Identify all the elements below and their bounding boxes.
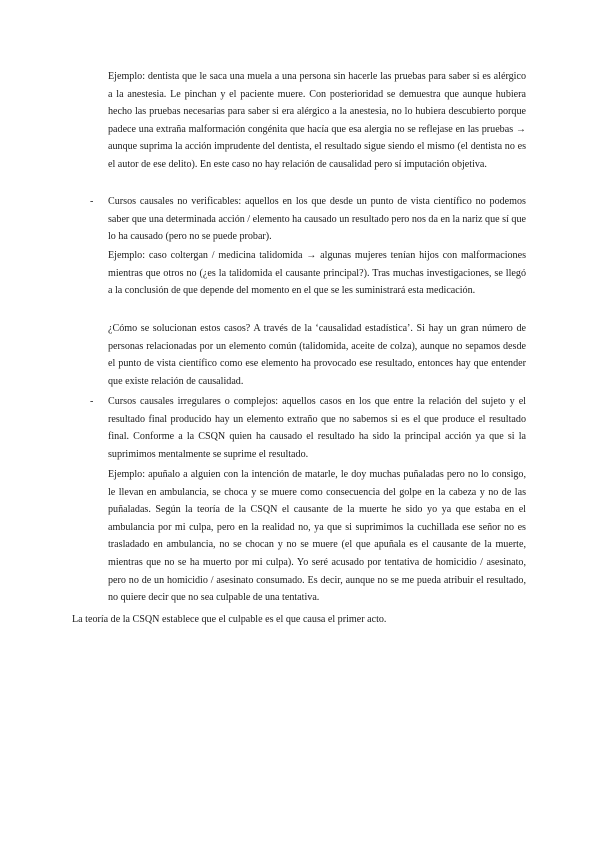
- bullet-marker: -: [90, 196, 94, 207]
- paragraph-example-thalidomide: Ejemplo: caso coltergan / medicina talidomida → algunas mujeres tenían hijos con malformaciones mientras que otros no (¿es la talidomida el causante principal?). Tras muchas investigaciones, se llegó a la conclusión de que depende del momento en el que se les suministrará esta medicación.: [108, 250, 526, 297]
- paragraph-example-stabbing: Ejemplo: apuñalo a alguien con la intención de matarle, le doy muchas puñaladas pero no lo consigo, le llevan en ambulancia, se choca y se muere como consecuencia del golpe en la cabeza y no de las puñaladas. Según la teoría de la CSQN el causante de la muerte he sido yo ya que estaba en el ambulancia por mi culpa, pero en la realidad no, ya que si suprimimos la cuchillada ese señor no es trasladado en ambulancia, no se chocan y no se muere (el que apuñala es el causante de la muerte, mientras que no se ha muerto por mi culpa). Yo seré acusado por tentativa de homicidio / asesinato, pero no de un homicidio / asesinato consumado. Es decir, aunque no se me pueda atribuir el resultado, no quiere decir que no sea culpable de una tentativa.: [108, 469, 526, 604]
- paragraph-statistical-causality: ¿Cómo se solucionan estos casos? A través de la ‘causalidad estadística’. Si hay un gran número de personas relacionadas por un elemento común (talidomida, aceite de colza), aunque no sepamos desde el punto de vista científico como ese elemento ha provocado ese resultado, entonces hay que entender que existe relación de causalidad.: [108, 323, 526, 387]
- paragraph-irregular-courses: Cursos causales irregulares o complejos: aquellos casos en los que entre la relación del sujeto y el resultado final producido hay un elemento extraño que no sabemos si es el que produce el resultado final. Conforme a la CSQN quien ha causado el resultado ha sido la principal acción ya que si la suprimimos mentalmente se suprime el resultado.: [108, 396, 526, 460]
- paragraph-non-verifiable-courses: Cursos causales no verificables: aquellos en los que desde un punto de vista científico no podemos saber que una determinada acción / elemento ha causado un resultado pero nos da en la nariz que sí que lo ha causado (pero no se puede probar).: [108, 196, 526, 243]
- bullet-marker: -: [90, 396, 94, 407]
- paragraph-csqn-theory: La teoría de la CSQN establece que el culpable es el que causa el primer acto.: [72, 614, 387, 625]
- paragraph-example-dentist: Ejemplo: dentista que le saca una muela a una persona sin hacerle las pruebas para saber si es alérgico a la anestesia. Le pinchan y el paciente muere. Con posterioridad se demuestra que aunque hubiera hecho las pruebas necesarias para saber si era alérgico a la anestesia, no lo hubiera descubierto porque padece una extraña malformación congénita que hacía que esa alergia no se reflejase en las pruebas → aunque suprima la acción imprudente del dentista, el resultado sigue siendo el mismo (el dentista no es el autor de ese delito). En este caso no hay relación de causalidad pero sí imputación objetiva.: [108, 71, 526, 170]
